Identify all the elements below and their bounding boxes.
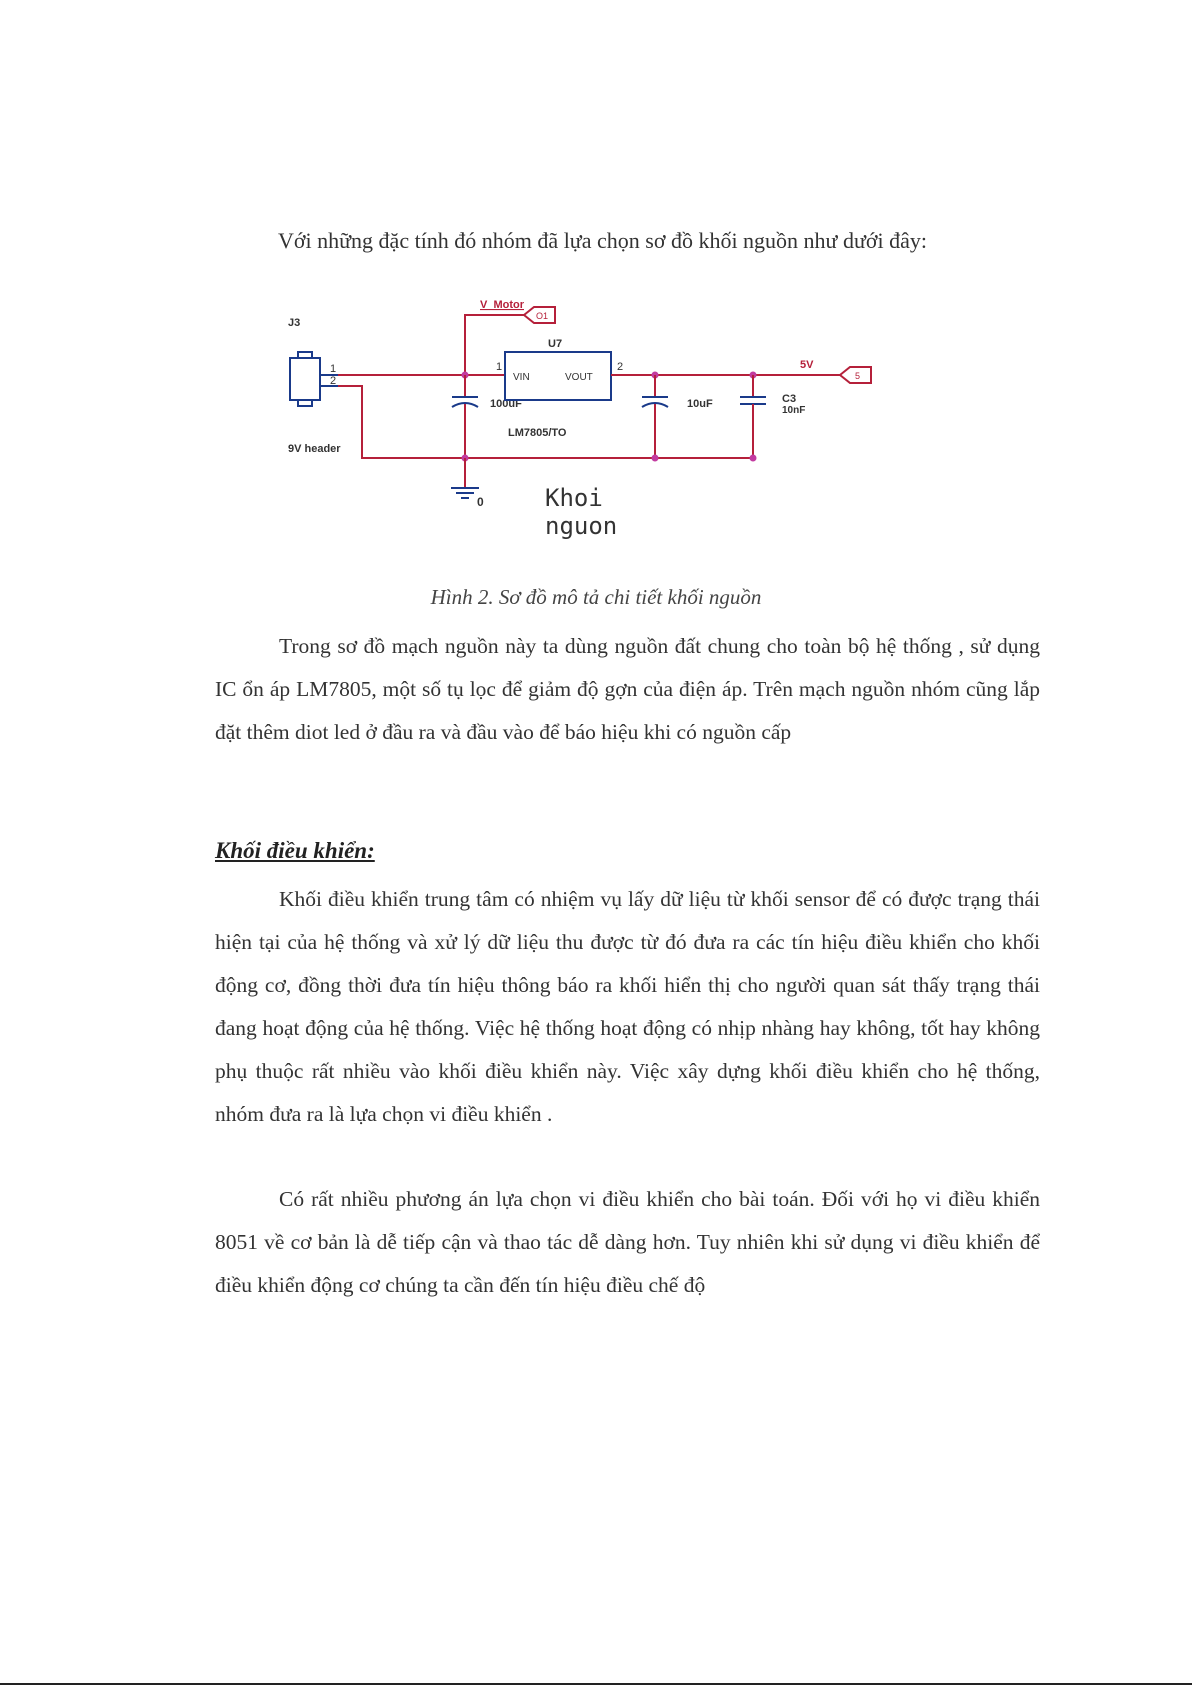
block-title-line-2: nguon [545,512,618,540]
j3-connector-tab-top [298,352,312,358]
j3-connector-body [290,358,320,400]
j3-connector-tab-bottom [298,400,312,406]
c3-value: 10nF [782,405,806,416]
output-5v-label: 5V [800,359,814,371]
power-supply-schematic [280,290,920,550]
j3-pin1-number: 1 [330,363,337,375]
block-title-line-1: Khoi [545,484,603,512]
junction-ground-3 [750,455,757,462]
u7-label: U7 [548,338,563,350]
c3-label: C3 [782,393,797,405]
v-motor-label: V_Motor [480,299,524,311]
v-motor-flag-label: O1 [536,311,549,321]
figure-caption: Hình 2. Sơ đồ mô tả chi tiết khối nguồn [430,585,762,609]
cout-value: 10uF [687,398,713,410]
ground-wire [338,386,753,458]
u7-pin1-number: 1 [496,361,503,373]
u7-vout-pin: VOUT [565,372,593,383]
intro-sentence: Với những đặc tính đó nhóm đã lựa chọn sơ đồ khối nguồn như dưới đây: [278,228,928,253]
output-flag-label: 5 [855,371,861,381]
u7-pin2-number: 2 [617,361,624,373]
junction-ground-2 [652,455,659,462]
j3-name: 9V header [288,443,341,455]
paragraph-control-block: Khối điều khiển trung tâm có nhiệm vụ lấy dữ liệu từ khối sensor để có được trạng thái hiện tại của hệ thống và xử lý dữ liệu thu được từ đó đưa ra các tín hiệu điều khiển cho khối động cơ, đồng thời đưa tín hiệu thông báo ra khối hiển thị cho người quan sát thấy trạng thái đang hoạt động của hệ thống. Việc hệ thống hoạt động có nhịp nhàng hay không, tốt hay không phụ thuộc rất nhiều vào khối điều khiển này. Việc xây dựng khối điều khiển cho hệ thống, nhóm đưa ra là lựa chọn vi điều khiển . [215,887,1040,1126]
cin-value: 100uF [490,398,522,410]
ground-label: 0 [477,495,484,509]
j3-label: J3 [288,317,301,329]
j3-pin2-number: 2 [330,375,337,387]
ground-icon [451,488,479,498]
u7-vin-pin: VIN [513,372,530,383]
section-heading-control-block: Khối điều khiển: [215,838,375,863]
v-motor-wire [465,315,524,375]
paragraph-power-supply: Trong sơ đồ mạch nguồn này ta dùng nguồn đất chung cho toàn bộ hệ thống , sử dụng IC ổn áp LM7805, một số tụ lọc để giảm độ gợn của điện áp. Trên mạch nguồn nhóm cũng lắp đặt thêm diot led ở đầu ra và đầu vào để báo hiệu khi có nguồn cấp [215,634,1040,744]
paragraph-microcontroller-options: Có rất nhiều phương án lựa chọn vi điều khiển cho bài toán. Đối với họ vi điều khiển 8051 về cơ bản là dễ tiếp cận và thao tác dễ dàng hơn. Tuy nhiên khi sử dụng vi điều khiển để điều khiển động cơ chúng ta cần đến tín hiệu điều chế độ [215,1187,1040,1297]
u7-part-number: LM7805/TO [508,427,567,439]
